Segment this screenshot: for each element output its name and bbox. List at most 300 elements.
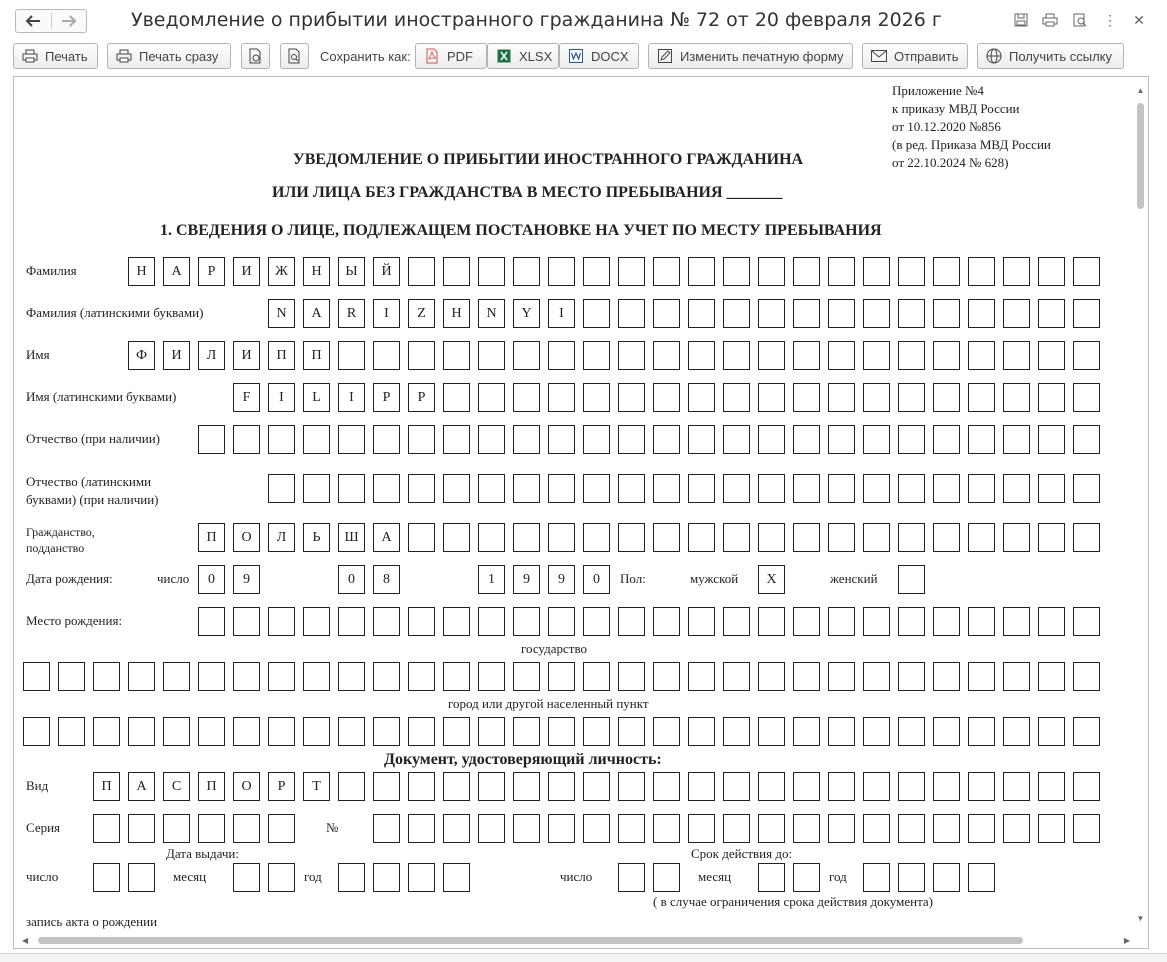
birthplace-extra-cell — [58, 717, 85, 746]
birthplace-city-cell — [513, 662, 540, 691]
issue-date-caption: Дата выдачи: — [166, 846, 240, 861]
patronymic-cell — [373, 425, 400, 454]
name-lat-cell — [653, 383, 680, 412]
citizenship-label: Гражданство, подданство — [26, 525, 95, 555]
vertical-scroll-thumb[interactable] — [1137, 103, 1144, 209]
patronymic-lat-cell — [933, 474, 960, 503]
birthplace-city-cell — [898, 662, 925, 691]
issue-year-cell — [373, 863, 400, 892]
issue-day-cell — [128, 863, 155, 892]
doc-series-cell — [233, 814, 260, 843]
birthplace-extra-cell — [338, 717, 365, 746]
birthplace-state-cell — [303, 607, 330, 636]
patronymic-cell — [688, 425, 715, 454]
appendix-note: Приложение №4 к приказу МВД России от 10.12.2020 №856 (в ред. Приказа МВД России от 22.10.2024 № 628) — [892, 83, 1051, 170]
excel-file-icon — [496, 48, 512, 64]
surname-cell — [653, 257, 680, 286]
doc-series-cell — [198, 814, 225, 843]
surname-lat-cell: I — [548, 299, 575, 328]
citizenship-cell — [653, 523, 680, 552]
issue-month-label: месяц — [173, 869, 207, 884]
birthplace-city-cell — [688, 662, 715, 691]
surname-cell: А — [163, 257, 190, 286]
female-label: женский — [830, 571, 878, 586]
surname-label: Фамилия — [26, 263, 77, 278]
birthplace-extra-cell — [198, 717, 225, 746]
doc-kind-cell — [793, 772, 820, 801]
word-file-icon — [568, 48, 584, 64]
citizenship-cell: Ш — [338, 523, 365, 552]
name-cell — [618, 341, 645, 370]
name-cell — [373, 341, 400, 370]
birthplace-state-cell — [828, 607, 855, 636]
pdf-file-icon — [424, 48, 440, 64]
id-document-title: Документ, удостоверяющий личность: — [384, 751, 662, 768]
birth-date-label: Дата рождения: — [26, 571, 113, 586]
birthplace-extra-cell — [303, 717, 330, 746]
horizontal-scrollbar[interactable] — [22, 936, 1130, 945]
birthplace-city-cell — [128, 662, 155, 691]
birth-month-cell: 8 — [373, 565, 400, 594]
birthplace-city-cell — [863, 662, 890, 691]
print-now-label: Печать сразу — [139, 48, 219, 64]
get-link-button[interactable] — [977, 43, 1124, 69]
birthplace-label: Место рождения: — [26, 613, 123, 628]
patronymic-lat-label: Отчество (латинскими буквами) (при наличии) — [26, 474, 159, 507]
surname-cell — [478, 257, 505, 286]
birthplace-city-cell — [653, 662, 680, 691]
arrow-left-icon[interactable] — [16, 9, 50, 32]
citizenship-cell — [1003, 523, 1030, 552]
citizenship-cell — [898, 523, 925, 552]
birthplace-city-cell — [758, 662, 785, 691]
section1-title: 1. СВЕДЕНИЯ О ЛИЦЕ, ПОДЛЕЖАЩЕМ ПОСТАНОВКЕ НА УЧЕТ ПО МЕСТУ ПРЕБЫВАНИЯ — [160, 222, 882, 239]
patronymic-cell — [268, 425, 295, 454]
birthplace-state-cell — [338, 607, 365, 636]
surname-lat-cell: I — [373, 299, 400, 328]
doc-number-cell — [758, 814, 785, 843]
doc-number-cell — [933, 814, 960, 843]
name-cell — [513, 341, 540, 370]
patronymic-cell — [303, 425, 330, 454]
birthplace-state-cell — [513, 607, 540, 636]
patronymic-lat-cell — [758, 474, 785, 503]
surname-cell — [933, 257, 960, 286]
page-settings-button[interactable] — [241, 43, 270, 69]
doc-kind-cell: П — [198, 772, 225, 801]
doc-kind-cell — [828, 772, 855, 801]
vertical-scrollbar[interactable] — [1136, 85, 1145, 925]
save-docx-button[interactable] — [559, 43, 639, 69]
arrow-right-icon[interactable] — [52, 9, 86, 32]
doc-kind-cell: С — [163, 772, 190, 801]
birthplace-state-cell — [548, 607, 575, 636]
issue-month-cell — [268, 863, 295, 892]
citizenship-cell — [723, 523, 750, 552]
validity-day-cell — [618, 863, 645, 892]
print-icon[interactable] — [1041, 11, 1059, 29]
patronymic-cell — [758, 425, 785, 454]
patronymic-lat-cell — [1003, 474, 1030, 503]
patronymic-cell — [583, 425, 610, 454]
name-cell: И — [233, 341, 260, 370]
name-lat-cell — [723, 383, 750, 412]
citizenship-cell — [828, 523, 855, 552]
edit-icon — [657, 48, 673, 64]
surname-lat-cell — [863, 299, 890, 328]
doc-kind-cell — [583, 772, 610, 801]
name-lat-cell — [443, 383, 470, 412]
preview-page-button[interactable] — [280, 43, 309, 69]
birthplace-extra-cell — [1073, 717, 1100, 746]
send-button[interactable] — [862, 43, 968, 69]
birthplace-state-cell — [968, 607, 995, 636]
surname-cell: Ж — [268, 257, 295, 286]
surname-cell — [863, 257, 890, 286]
save-pdf-button[interactable] — [415, 43, 487, 69]
birthplace-city-cell — [373, 662, 400, 691]
doc-number-cell — [688, 814, 715, 843]
patronymic-cell — [723, 425, 750, 454]
doc-number-cell — [443, 814, 470, 843]
birthplace-city-cell — [338, 662, 365, 691]
patronymic-cell — [1073, 425, 1100, 454]
birth-day-label: число — [157, 571, 190, 586]
save-xlsx-button[interactable] — [487, 43, 559, 69]
name-cell: П — [268, 341, 295, 370]
patronymic-lat-cell — [583, 474, 610, 503]
patronymic-cell — [828, 425, 855, 454]
name-lat-cell — [548, 383, 575, 412]
birthplace-city-cell — [478, 662, 505, 691]
doc-kind-cell — [653, 772, 680, 801]
surname-cell: Ы — [338, 257, 365, 286]
birthplace-state-cell — [198, 607, 225, 636]
surname-cell — [548, 257, 575, 286]
validity-month-cell — [793, 863, 820, 892]
validity-caption: Срок действия до: — [691, 846, 793, 861]
issue-year-cell — [408, 863, 435, 892]
surname-cell: И — [233, 257, 260, 286]
birthplace-extra-cell — [1038, 717, 1065, 746]
print-button[interactable] — [13, 43, 98, 69]
birthplace-state-cell — [373, 607, 400, 636]
surname-lat-cell — [828, 299, 855, 328]
name-lat-cell — [1073, 383, 1100, 412]
validity-day-cell — [653, 863, 680, 892]
doc-kind-cell: П — [93, 772, 120, 801]
name-cell — [548, 341, 575, 370]
patronymic-lat-cell — [723, 474, 750, 503]
birthplace-state-cell — [1073, 607, 1100, 636]
doc-number-cell — [1073, 814, 1100, 843]
horizontal-scroll-thumb[interactable] — [38, 937, 1023, 944]
surname-lat-cell: N — [478, 299, 505, 328]
surname-cell — [618, 257, 645, 286]
more-icon[interactable]: ⋮ — [1103, 11, 1117, 28]
birth-record-label: запись акта о рождении — [26, 914, 158, 929]
citizenship-cell: О — [233, 523, 260, 552]
patronymic-lat-cell — [513, 474, 540, 503]
surname-cell: Р — [198, 257, 225, 286]
birthplace-extra-cell — [688, 717, 715, 746]
doc-number-cell — [653, 814, 680, 843]
patronymic-cell — [968, 425, 995, 454]
surname-lat-cell — [758, 299, 785, 328]
state-caption: государство — [521, 641, 587, 656]
get-link-label: Получить ссылку — [1009, 48, 1113, 64]
birthplace-extra-cell — [93, 717, 120, 746]
birth-year-cell: 9 — [513, 565, 540, 594]
close-icon[interactable]: ✕ — [1133, 11, 1145, 28]
birthplace-extra-cell — [653, 717, 680, 746]
docx-label: DOCX — [591, 48, 629, 64]
doc-kind-cell — [1003, 772, 1030, 801]
page-settings-icon — [247, 48, 263, 64]
xlsx-label: XLSX — [519, 48, 553, 64]
birthplace-extra-cell — [898, 717, 925, 746]
surname-lat-cell — [618, 299, 645, 328]
birthplace-extra-cell — [128, 717, 155, 746]
doc-kind-cell — [443, 772, 470, 801]
patronymic-lat-cell — [618, 474, 645, 503]
issue-day-cell — [93, 863, 120, 892]
globe-icon — [986, 48, 1002, 64]
birth-month-cell: 0 — [338, 565, 365, 594]
birthplace-city-cell — [1003, 662, 1030, 691]
doc-number-cell — [373, 814, 400, 843]
name-lat-cell — [968, 383, 995, 412]
patronymic-cell — [338, 425, 365, 454]
surname-cell: Н — [303, 257, 330, 286]
doc-kind-cell — [478, 772, 505, 801]
doc-kind-cell — [1073, 772, 1100, 801]
citizenship-cell: П — [198, 523, 225, 552]
doc-kind-cell — [968, 772, 995, 801]
doc-number-cell — [968, 814, 995, 843]
birthplace-state-cell — [408, 607, 435, 636]
patronymic-lat-cell — [828, 474, 855, 503]
name-lat-cell: I — [338, 383, 365, 412]
citizenship-cell — [478, 523, 505, 552]
name-cell — [688, 341, 715, 370]
send-label: Отправить — [894, 48, 959, 64]
scroll-left-arrow-icon[interactable]: ◀ — [22, 936, 29, 945]
patronymic-lat-cell — [443, 474, 470, 503]
surname-cell — [793, 257, 820, 286]
surname-cell — [723, 257, 750, 286]
birthplace-city-cell — [163, 662, 190, 691]
issue-day-label: число — [26, 869, 59, 884]
surname-cell — [583, 257, 610, 286]
name-lat-cell — [1038, 383, 1065, 412]
male-label: мужской — [690, 571, 739, 586]
name-cell — [478, 341, 505, 370]
name-cell — [898, 341, 925, 370]
name-lat-cell — [828, 383, 855, 412]
save-as-label: Сохранить как: — [320, 49, 411, 64]
change-print-form-button[interactable] — [648, 43, 853, 69]
birthplace-extra-cell — [723, 717, 750, 746]
surname-cell — [1038, 257, 1065, 286]
citizenship-cell — [688, 523, 715, 552]
save-icon[interactable] — [1012, 11, 1030, 29]
name-cell — [863, 341, 890, 370]
citizenship-cell — [443, 523, 470, 552]
patronymic-lat-cell — [303, 474, 330, 503]
surname-lat-cell — [583, 299, 610, 328]
birthplace-city-cell — [268, 662, 295, 691]
sex-male-cell: Х — [758, 565, 785, 594]
surname-cell — [828, 257, 855, 286]
validity-year-label: год — [829, 869, 847, 884]
name-lat-cell — [863, 383, 890, 412]
birth-day-cell: 9 — [233, 565, 260, 594]
patronymic-lat-cell — [863, 474, 890, 503]
patronymic-cell — [478, 425, 505, 454]
birthplace-city-cell — [723, 662, 750, 691]
doc-series-cell — [268, 814, 295, 843]
patronymic-lat-cell — [898, 474, 925, 503]
name-lat-cell: P — [373, 383, 400, 412]
citizenship-cell — [548, 523, 575, 552]
doc-number-cell — [863, 814, 890, 843]
citizenship-cell — [618, 523, 645, 552]
sex-label: Пол: — [620, 571, 646, 586]
birthplace-extra-cell — [408, 717, 435, 746]
name-cell — [933, 341, 960, 370]
patronymic-cell — [408, 425, 435, 454]
birthplace-extra-cell — [1003, 717, 1030, 746]
doc-number-cell — [828, 814, 855, 843]
page-search-icon — [286, 48, 302, 64]
birthplace-city-cell — [968, 662, 995, 691]
citizenship-cell — [793, 523, 820, 552]
scroll-up-arrow-icon[interactable]: ▲ — [1136, 86, 1145, 95]
doc-kind-cell: А — [128, 772, 155, 801]
doc-number-cell — [513, 814, 540, 843]
patronymic-lat-cell — [478, 474, 505, 503]
birthplace-state-cell — [1003, 607, 1030, 636]
surname-lat-cell — [793, 299, 820, 328]
scroll-down-arrow-icon[interactable]: ▼ — [1136, 914, 1145, 923]
printer-icon — [22, 48, 38, 64]
patronymic-lat-cell — [793, 474, 820, 503]
pdf-label: PDF — [447, 48, 473, 64]
birthplace-city-cell — [793, 662, 820, 691]
doc-kind-cell — [688, 772, 715, 801]
surname-lat-cell — [653, 299, 680, 328]
birthplace-extra-cell — [828, 717, 855, 746]
name-lat-cell — [478, 383, 505, 412]
patronymic-cell — [653, 425, 680, 454]
birthplace-extra-cell — [863, 717, 890, 746]
birthplace-state-cell — [583, 607, 610, 636]
validity-month-label: месяц — [698, 869, 732, 884]
doc-series-cell — [163, 814, 190, 843]
name-cell — [968, 341, 995, 370]
doc-series-label: Серия — [26, 820, 61, 835]
birthplace-city-cell — [828, 662, 855, 691]
validity-year-cell — [933, 863, 960, 892]
name-cell — [1003, 341, 1030, 370]
doc-number-cell — [723, 814, 750, 843]
birthplace-extra-cell — [373, 717, 400, 746]
surname-cell: Й — [373, 257, 400, 286]
doc-number-cell — [478, 814, 505, 843]
name-lat-label: Имя (латинскими буквами) — [26, 389, 177, 404]
doc-kind-cell: Р — [268, 772, 295, 801]
citizenship-cell — [408, 523, 435, 552]
doc-kind-cell — [373, 772, 400, 801]
citizenship-cell — [968, 523, 995, 552]
birthplace-extra-cell — [513, 717, 540, 746]
validity-month-cell — [758, 863, 785, 892]
name-cell — [408, 341, 435, 370]
surname-lat-cell — [968, 299, 995, 328]
birthplace-extra-cell — [583, 717, 610, 746]
doc-number-cell — [1038, 814, 1065, 843]
print-now-button[interactable] — [107, 43, 231, 69]
doc-kind-cell: Т — [303, 772, 330, 801]
birthplace-state-cell — [618, 607, 645, 636]
name-cell — [793, 341, 820, 370]
birthplace-city-cell — [583, 662, 610, 691]
doc-kind-cell — [513, 772, 540, 801]
patronymic-cell — [793, 425, 820, 454]
birthplace-city-cell — [198, 662, 225, 691]
surname-cell — [968, 257, 995, 286]
patronymic-cell — [618, 425, 645, 454]
name-cell: Л — [198, 341, 225, 370]
name-lat-cell — [758, 383, 785, 412]
name-lat-cell: P — [408, 383, 435, 412]
doc-kind-cell — [933, 772, 960, 801]
birthplace-city-cell — [548, 662, 575, 691]
patronymic-lat-cell — [1073, 474, 1100, 503]
name-cell: П — [303, 341, 330, 370]
birthplace-state-cell — [268, 607, 295, 636]
document-viewer[interactable] — [13, 76, 1149, 949]
preview-icon[interactable] — [1071, 11, 1089, 29]
birthplace-city-cell — [233, 662, 260, 691]
patronymic-lat-cell — [338, 474, 365, 503]
surname-lat-cell: Y — [513, 299, 540, 328]
city-caption: город или другой населенный пункт — [448, 696, 649, 711]
birthplace-state-cell — [478, 607, 505, 636]
birthplace-state-cell — [758, 607, 785, 636]
issue-month-cell — [233, 863, 260, 892]
patronymic-label: Отчество (при наличии) — [26, 431, 161, 446]
patronymic-cell — [443, 425, 470, 454]
doc-number-cell — [583, 814, 610, 843]
scroll-right-arrow-icon[interactable]: ▶ — [1123, 936, 1130, 945]
doc-number-cell — [1003, 814, 1030, 843]
birthplace-city-cell — [618, 662, 645, 691]
surname-cell: Н — [128, 257, 155, 286]
name-cell — [723, 341, 750, 370]
citizenship-cell: А — [373, 523, 400, 552]
name-lat-cell — [898, 383, 925, 412]
birthplace-extra-cell — [968, 717, 995, 746]
name-lat-cell — [933, 383, 960, 412]
patronymic-lat-cell — [688, 474, 715, 503]
birthplace-city-cell — [443, 662, 470, 691]
surname-lat-cell — [1003, 299, 1030, 328]
birthplace-city-cell — [933, 662, 960, 691]
birthplace-city-cell — [1073, 662, 1100, 691]
citizenship-cell: Ь — [303, 523, 330, 552]
